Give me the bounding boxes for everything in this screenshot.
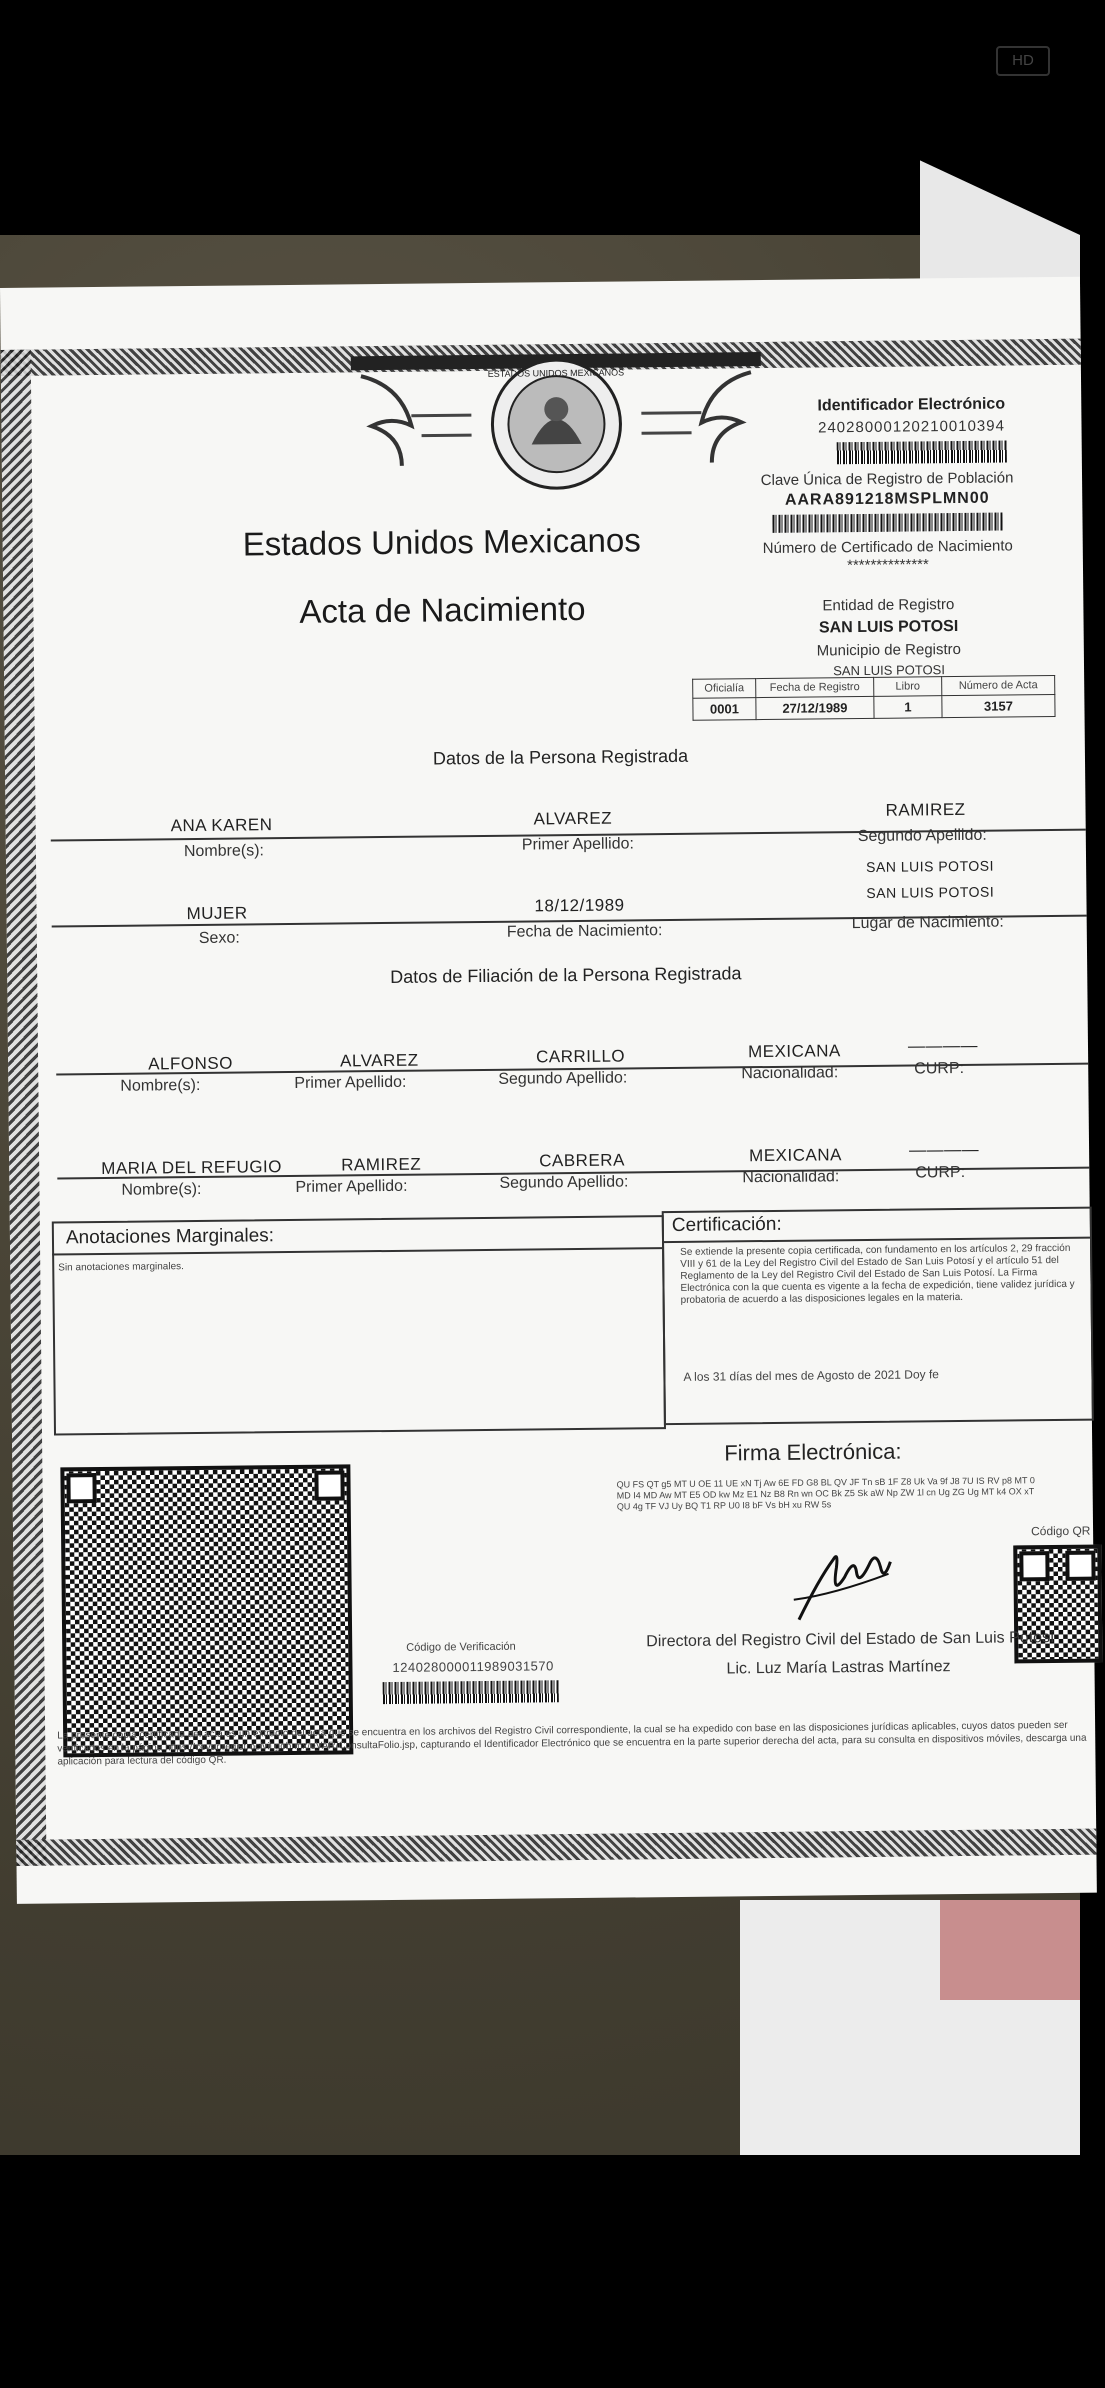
birth-place-line2: SAN LUIS POTOSI	[866, 883, 995, 901]
certification-text: Se extiende la presente copia certificada, con fundamento en los artículos 2, 29 fracción VIII y 61 de la Ley del Registro Civil del Estado de San Luis Potosí y el artículo 51 del Reglamento de la Ley del Registro Civil del Estado de San Luis Potosí. La Firma Electrónica con la que cuenta es vigente a la fecha de expedición, tiene validez jurídica y probatoria de acuerdo a las disposiciones legales en la materia.	[680, 1242, 1075, 1306]
parent1-second-surname-label: Segundo Apellido:	[498, 1069, 628, 1088]
person-sex: MUJER	[186, 903, 248, 924]
entity-label: Entidad de Registro	[822, 596, 955, 615]
parent2-second-surname-label: Segundo Apellido:	[499, 1173, 629, 1192]
person-section-title: Datos de la Persona Registrada	[432, 745, 689, 769]
official-name: Lic. Luz María Lastras Martínez	[726, 1658, 951, 1678]
parent1-first-surname-label: Primer Apellido:	[294, 1073, 407, 1092]
signature-icon	[788, 1539, 899, 1630]
national-seal-icon	[351, 352, 762, 496]
sex-label: Sexo:	[198, 929, 240, 947]
table-cell: 1	[874, 696, 942, 719]
electronic-signature-hash: QU FS QT g5 MT U OE 11 UE xN Tj Aw 6E FD G8 BL QV JF Tn sB 1F Z8 Uk Va 9f J8 7U IS RV p8 MT 0 MD I4 MD Aw MT E5 OD kw Mz E1 Nz B8 Rn wn OC Bk Z5 Sk aW Np ZW 1l cn Ug ZG Ug MT k4 OX xT QU 4g TF VJ Uy BQ T1 RP U0 I8 bF Vs bH xu RW 5s	[616, 1475, 1035, 1512]
parent1-name-label: Nombre(s):	[120, 1076, 201, 1095]
parent2-name-label: Nombre(s):	[121, 1180, 202, 1199]
hd-badge: HD	[996, 46, 1050, 76]
birth-cert-value: **************	[846, 556, 929, 575]
entity-value: SAN LUIS POTOSI	[818, 617, 959, 637]
curp-label: Clave Única de Registro de Población	[760, 469, 1014, 490]
filiation-section-title: Datos de Filiación de la Persona Registrada	[390, 963, 742, 987]
document-title: Acta de Nacimiento	[299, 589, 586, 630]
municipality-value: SAN LUIS POTOSI	[833, 662, 946, 679]
parent1-nationality-label: Nacionalidad:	[741, 1064, 839, 1083]
municipality-label: Municipio de Registro	[816, 640, 962, 660]
electronic-id-barcode	[837, 440, 1007, 464]
verification-qr-code	[60, 1464, 353, 1757]
birth-certificate	[0, 277, 1097, 1904]
birth-place-line1: SAN LUIS POTOSI	[866, 857, 995, 875]
parent1-name: ALFONSO	[148, 1053, 233, 1074]
parent1-first-surname: ALVAREZ	[340, 1050, 419, 1071]
marginal-annotations-text: Sin anotaciones marginales.	[58, 1261, 184, 1274]
legal-footer-text: La presente copia certificada del acta es un extracto del acta que se encuentra en los archivos del Registro Civil correspondiente, la cual se ha expedido con base en las disposiciones jurídicas aplicables, cuyos datos pueden ser verificados en la página https://cevar.registrocivil.gob.mx/eVAR/ConsultaFolio.jsp, capturando el Identificador Electrónico que se encuentra en la parte superior derecha del acta, para su consulta en dispositivos móviles, descarga una aplicación para lectura del código QR.	[57, 1719, 1087, 1768]
top-status-area	[0, 0, 1080, 235]
birth-cert-label: Número de Certificado de Nacimiento	[762, 537, 1013, 558]
parent1-second-surname: CARRILLO	[535, 1046, 626, 1067]
certification-date: A los 31 días del mes de Agosto de 2021 Doy fe	[683, 1367, 940, 1384]
parent2-curp: ————	[908, 1139, 980, 1160]
table-cell: 27/12/1989	[756, 696, 874, 719]
bottom-nav-area	[0, 2155, 1080, 2388]
certification-title: Certificación:	[671, 1213, 782, 1237]
parent1-curp: ————	[907, 1035, 979, 1056]
table-header: Fecha de Registro	[756, 677, 874, 697]
parent2-second-surname: CABRERA	[539, 1150, 625, 1171]
table-header: Oficialía	[693, 679, 756, 699]
person-name: ANA KAREN	[170, 815, 273, 836]
parent2-first-surname: RAMIREZ	[341, 1154, 422, 1175]
curp-barcode	[772, 513, 1002, 533]
parent2-nationality-label: Nacionalidad:	[742, 1168, 840, 1187]
country-title: Estados Unidos Mexicanos	[242, 521, 641, 563]
table-header: Libro	[874, 677, 942, 697]
birth-place-label: Lugar de Nacimiento:	[851, 913, 1004, 933]
table-cell: 3157	[942, 694, 1055, 717]
verification-code-value: 124028000011989031570	[392, 1658, 554, 1675]
person-birth-date: 18/12/1989	[534, 895, 625, 916]
background-object-red	[940, 1900, 1080, 2000]
official-title: Directora del Registro Civil del Estado de San Luis Potosí	[646, 1629, 1055, 1651]
verification-code-label: Código de Verificación	[406, 1640, 516, 1654]
electronic-id-label: Identificador Electrónico	[817, 395, 1006, 415]
parent2-curp-label: CURP:	[915, 1163, 966, 1182]
person-first-surname: ALVAREZ	[533, 808, 613, 829]
verification-barcode	[383, 1680, 559, 1704]
second-surname-label: Segundo Apellido:	[857, 826, 987, 846]
parent1-nationality: MEXICANA	[747, 1041, 841, 1062]
first-surname-label: Primer Apellido:	[521, 835, 634, 854]
marginal-annotations-title: Anotaciones Marginales:	[65, 1225, 275, 1249]
electronic-id-value: 24028000120210010394	[817, 417, 1006, 437]
parent2-nationality: MEXICANA	[749, 1145, 843, 1166]
curp-value: AARA891218MSPLMN00	[784, 489, 990, 509]
svg-text:ESTADOS UNIDOS MEXICANOS: ESTADOS UNIDOS MEXICANOS	[487, 367, 625, 379]
registry-table	[692, 675, 1055, 721]
person-second-surname: RAMIREZ	[885, 799, 966, 820]
table-cell: 0001	[693, 698, 756, 721]
table-header: Número de Acta	[942, 675, 1055, 695]
parent2-name: MARIA DEL REFUGIO	[101, 1157, 283, 1178]
parent1-curp-label: CURP:	[914, 1059, 965, 1078]
parent2-first-surname-label: Primer Apellido:	[295, 1177, 408, 1196]
electronic-signature-title: Firma Electrónica:	[724, 1438, 902, 1466]
qr-code-label: Código QR	[1031, 1523, 1091, 1539]
birth-date-label: Fecha de Nacimiento:	[506, 922, 663, 941]
name-label: Nombre(s):	[183, 842, 265, 861]
decorative-border-bottom	[16, 1829, 1096, 1866]
